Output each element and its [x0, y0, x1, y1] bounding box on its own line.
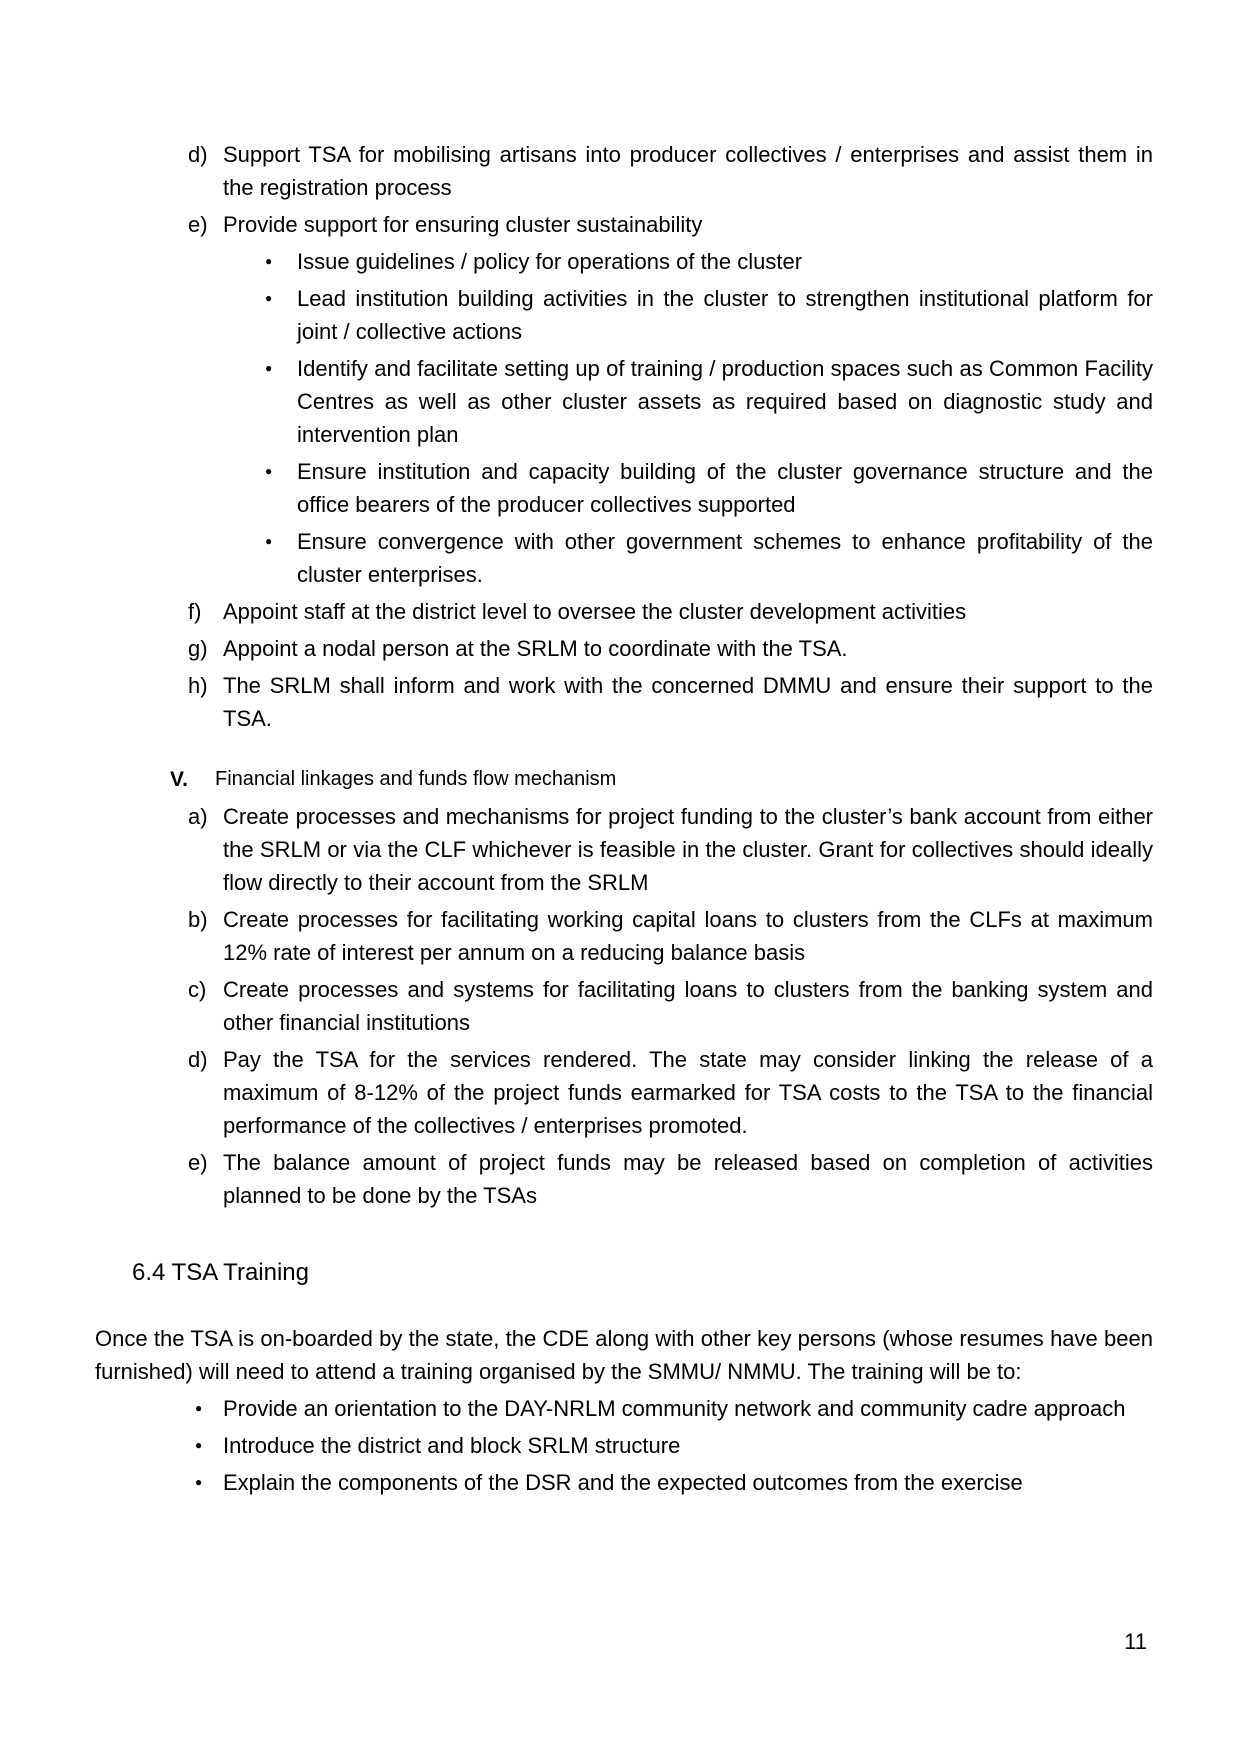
item-marker: e) [188, 1150, 208, 1175]
bullet-icon: ● [265, 464, 273, 478]
bullet-item [95, 525, 1153, 591]
list-item-a [95, 800, 1153, 899]
item-marker: b) [188, 907, 208, 932]
item-marker: g) [188, 636, 208, 661]
list-item-d2 [95, 1043, 1153, 1142]
item-text: Create processes and systems for facilitating loans to clusters from the banking system and other financial institutions [223, 977, 1153, 1035]
list-item-g [95, 632, 1153, 665]
item-marker: f) [188, 599, 202, 624]
bullet-icon: ● [265, 361, 273, 375]
bullet-item [95, 1429, 1153, 1462]
list-item-f [95, 595, 1153, 628]
bullet-icon: ● [265, 534, 273, 548]
item-text: Issue guidelines / policy for operations of the cluster [297, 249, 803, 274]
list-item-b [95, 903, 1153, 969]
bullet-item [95, 352, 1153, 451]
item-text: Appoint a nodal person at the SRLM to coordinate with the TSA. [223, 636, 848, 661]
item-marker: e) [188, 212, 208, 237]
item-text: Appoint staff at the district level to oversee the cluster development activities [223, 599, 967, 624]
bullet-item [95, 1466, 1153, 1499]
page-number: 11 [1124, 1629, 1147, 1654]
list-item-e [95, 208, 1153, 241]
item-text: Introduce the district and block SRLM structure [223, 1433, 681, 1458]
item-marker: a) [188, 804, 208, 829]
training-intro-paragraph: Once the TSA is on-boarded by the state, the CDE along with other key persons (whose resumes have been furnished) will need to attend a training organised by the SMMU/ NMMU. The training will be to: [95, 1326, 1153, 1384]
section-title: Financial linkages and funds flow mechanism [215, 768, 617, 790]
item-text: Support TSA for mobilising artisans into producer collectives / enterprises and assist them in the registration process [223, 142, 1153, 200]
item-text: Explain the components of the DSR and the expected outcomes from the exercise [223, 1470, 1023, 1495]
list-item-e2 [95, 1146, 1153, 1212]
item-marker: d) [188, 142, 208, 167]
item-text: Pay the TSA for the services rendered. The state may consider linking the release of a maximum of 8-12% of the project funds earmarked for TSA costs to the TSA to the financial performance of the collectives / enterprises promoted. [223, 1047, 1153, 1138]
item-text: Ensure institution and capacity building of the cluster governance structure and the office bearers of the producer collectives supported [297, 459, 1153, 517]
bullet-icon: ● [195, 1475, 203, 1489]
list-item-h [95, 669, 1153, 735]
bullet-icon: ● [265, 254, 273, 268]
list-item-d [95, 138, 1153, 204]
item-text: Provide support for ensuring cluster sustainability [223, 212, 703, 237]
item-marker: d) [188, 1047, 208, 1072]
item-marker: c) [188, 977, 207, 1002]
bullet-item [95, 455, 1153, 521]
bullet-item [95, 1392, 1153, 1425]
item-text: The balance amount of project funds may be released based on completion of activities planned to be done by the TSAs [223, 1150, 1153, 1208]
bullet-icon: ● [265, 291, 273, 305]
item-text: Lead institution building activities in the cluster to strengthen institutional platform for joint / collective actions [297, 286, 1153, 344]
list-item-c [95, 973, 1153, 1039]
bullet-item [95, 282, 1153, 348]
section-heading-financial [95, 763, 1153, 796]
item-text: Create processes and mechanisms for project funding to the cluster’s bank account from either the SRLM or via the CLF whichever is feasible in the cluster. Grant for collectives should ideally flow directly to their account from the SRLM [223, 804, 1153, 895]
bullet-icon: ● [195, 1401, 203, 1415]
item-text: The SRLM shall inform and work with the concerned DMMU and ensure their support to the TSA. [223, 673, 1153, 731]
bullet-icon: ● [195, 1438, 203, 1452]
item-text: Provide an orientation to the DAY-NRLM community network and community cadre approach [223, 1396, 1126, 1421]
item-text: Identify and facilitate setting up of training / production spaces such as Common Facility Centres as well as other cluster assets as required based on diagnostic study and intervention plan [297, 356, 1153, 447]
item-marker: h) [188, 673, 208, 698]
section-heading-training: 6.4 TSA Training [132, 1259, 309, 1286]
section-marker: V. [170, 768, 188, 791]
bullet-item [95, 245, 1153, 278]
item-text: Create processes for facilitating working capital loans to clusters from the CLFs at maximum 12% rate of interest per annum on a reducing balance basis [223, 907, 1153, 965]
item-text: Ensure convergence with other government schemes to enhance profitability of the cluster enterprises. [297, 529, 1153, 587]
